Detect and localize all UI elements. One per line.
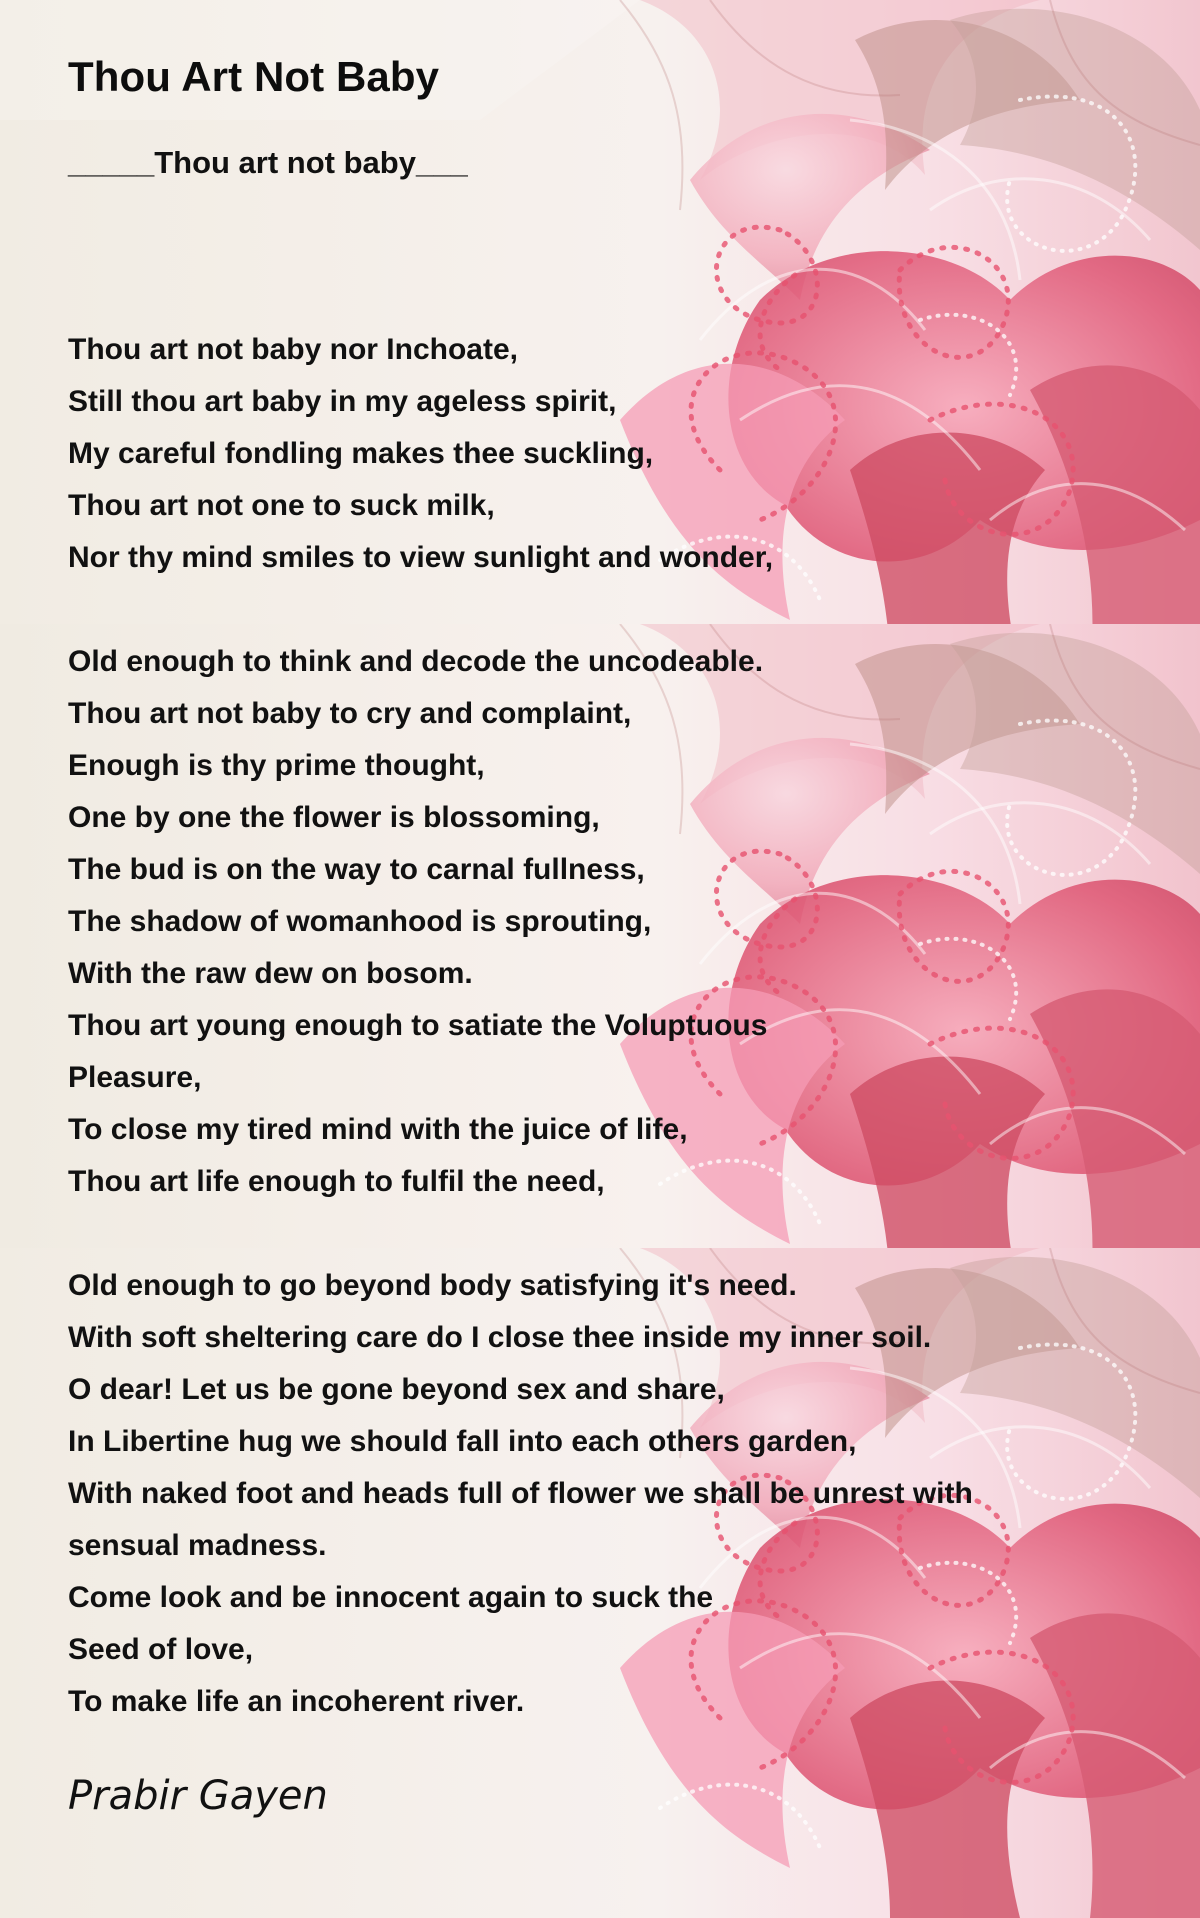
poem-line: sensual madness. <box>68 1529 327 1562</box>
poem-line: In Libertine hug we should fall into each others garden, <box>68 1425 857 1458</box>
poem-line: To close my tired mind with the juice of life, <box>68 1113 688 1146</box>
poem-line: The bud is on the way to carnal fullness, <box>68 853 645 886</box>
poem-subtitle: _____Thou art not baby___ <box>68 145 468 180</box>
poem-line: Thou art life enough to fulfil the need, <box>68 1165 605 1198</box>
poem-line: To make life an incoherent river. <box>68 1685 525 1718</box>
stanza <box>68 1260 1068 1728</box>
poem-line: Thou art not baby nor Inchoate, <box>68 333 518 366</box>
poem-line: Nor thy mind smiles to view sunlight and wonder, <box>68 541 774 574</box>
stanza <box>68 324 1068 584</box>
poem-line: Enough is thy prime thought, <box>68 749 485 782</box>
poem-content <box>68 46 1068 1822</box>
poem-line: O dear! Let us be gone beyond sex and share, <box>68 1373 725 1406</box>
poem-line: With soft sheltering care do I close thee inside my inner soil. <box>68 1321 932 1354</box>
poem-line: Thou art not baby to cry and complaint, <box>68 697 632 730</box>
poem-line: Thou art not one to suck milk, <box>68 489 495 522</box>
poem-line: Old enough to go beyond body satisfying it's need. <box>68 1269 797 1302</box>
poem-line: Come look and be innocent again to suck the <box>68 1581 714 1614</box>
poem-line: My careful fondling makes thee suckling, <box>68 437 654 470</box>
poem-title: Thou Art Not Baby <box>68 53 440 100</box>
stanza <box>68 636 1068 1208</box>
poem-line: One by one the flower is blossoming, <box>68 801 600 834</box>
poem-line: Thou art young enough to satiate the Voluptuous <box>68 1009 768 1042</box>
poem-line: Pleasure, <box>68 1061 202 1094</box>
poem-line: The shadow of womanhood is sprouting, <box>68 905 652 938</box>
poem-line: Old enough to think and decode the uncodeable. <box>68 645 764 678</box>
poem-line: Seed of love, <box>68 1633 254 1666</box>
poem-author: Prabir Gayen <box>68 1773 328 1819</box>
poem-line: Still thou art baby in my ageless spirit, <box>68 385 617 418</box>
poem-line: With naked foot and heads full of flower we shall be unrest with <box>68 1477 973 1510</box>
poem-line: With the raw dew on bosom. <box>68 957 473 990</box>
